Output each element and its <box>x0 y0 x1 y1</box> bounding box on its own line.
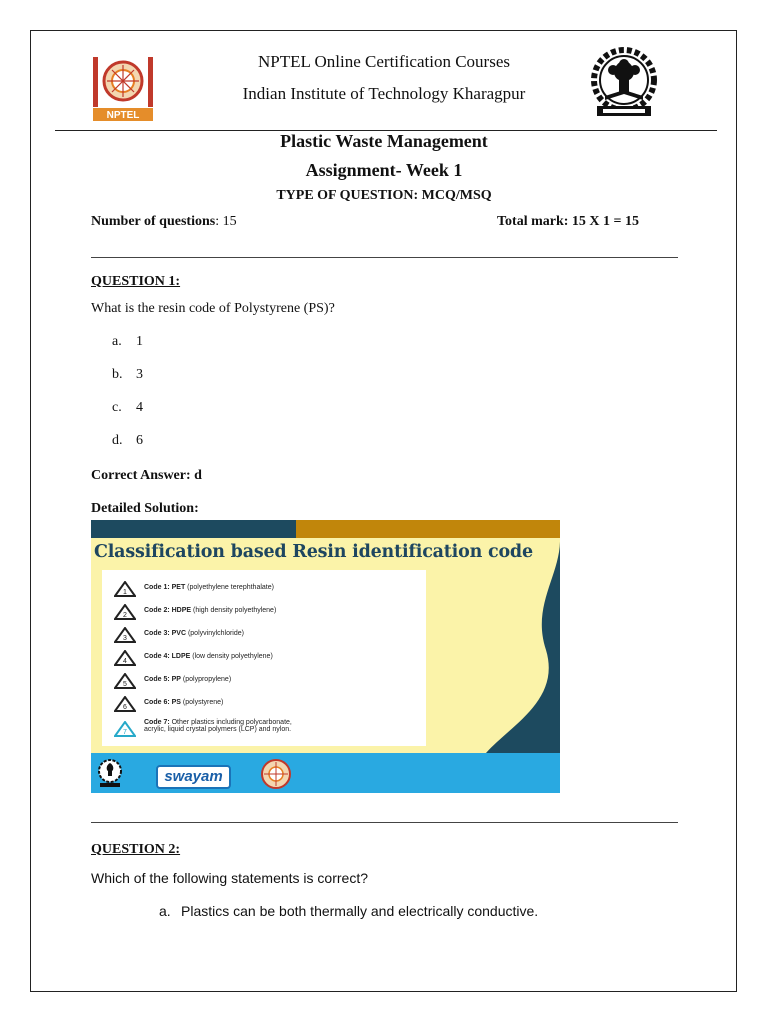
option-text: 1 <box>136 334 143 349</box>
nptel-logo-text: NPTEL <box>106 110 140 121</box>
option-text: Plastics can be both thermally and electrically conductive. <box>181 903 539 919</box>
svg-text:6: 6 <box>123 704 127 711</box>
resin-code-slide <box>91 520 560 793</box>
svg-text:2: 2 <box>123 612 127 619</box>
recycle-triangle-icon <box>114 627 136 643</box>
header-line-2: Indian Institute of Technology Kharagpur <box>242 84 526 103</box>
question-1-option-d <box>112 433 143 449</box>
svg-text:7: 7 <box>123 729 127 736</box>
section-separator <box>91 822 678 823</box>
slide-title: Classification based Resin identification code <box>94 542 533 562</box>
recycle-triangle-icon <box>114 650 136 666</box>
swayam-logo-text: swayam <box>164 768 223 785</box>
question-1-text: What is the resin code of Polystyrene (PS)? <box>91 301 335 316</box>
option-letter: d. <box>112 433 123 448</box>
option-text: 6 <box>136 433 143 448</box>
option-letter: a. <box>159 903 171 919</box>
recycle-triangle-icon <box>114 721 136 737</box>
detailed-solution-label: Detailed Solution: <box>91 501 199 516</box>
course-title: Plastic Waste Management <box>280 131 488 151</box>
recycle-triangle-icon <box>114 673 136 689</box>
option-text: 3 <box>136 367 143 382</box>
nptel-logo-small <box>259 757 293 791</box>
option-letter: b. <box>112 367 123 382</box>
svg-text:4: 4 <box>123 658 127 665</box>
question-1-option-c <box>112 400 143 416</box>
iit-kharagpur-logo-small <box>97 757 123 789</box>
question-type: TYPE OF QUESTION: MCQ/MSQ <box>276 188 492 203</box>
recycle-triangle-icon <box>114 581 136 597</box>
recycle-triangle-icon <box>114 604 136 620</box>
svg-text:5: 5 <box>123 681 127 688</box>
swayam-logo <box>156 765 231 789</box>
question-1-option-a <box>112 334 143 350</box>
header-line-1: NPTEL Online Certification Courses <box>258 52 510 71</box>
question-2-option-a <box>159 903 538 919</box>
total-mark: Total mark: 15 X 1 = 15 <box>497 214 640 229</box>
option-text: 4 <box>136 400 143 415</box>
resin-code-list: 1 Code 1: PET (polyethylene terephthalate) 2 Code 2: HDPE (high density polyethylene) 3 Code 3: PVC (polyvinylchloride) 4 Code 4: LDPE (low density polyethylene) 5 Code 5: PP (polypropylene) 6 Code 6: PS (polystyrene) 7 Code 7: Other plastics including polycarbonate, acrylic, liquid crystal polymers (LCP) and nylon. <box>102 570 426 746</box>
slide-footer-bar <box>91 753 560 793</box>
option-letter: a. <box>112 334 122 349</box>
question-1-option-b <box>112 367 143 383</box>
number-of-questions <box>91 214 237 230</box>
assignment-week: Assignment- Week 1 <box>305 160 463 180</box>
number-of-questions-label: Number of questions <box>91 214 216 229</box>
section-separator <box>91 257 678 258</box>
number-of-questions-value: : 15 <box>215 214 237 229</box>
question-2-heading: QUESTION 2: <box>91 842 181 857</box>
correct-answer: Correct Answer: d <box>91 468 202 483</box>
question-1-heading: QUESTION 1: <box>91 274 181 289</box>
option-letter: c. <box>112 400 122 415</box>
recycle-triangle-icon <box>114 696 136 712</box>
svg-text:1: 1 <box>123 589 127 596</box>
svg-text:3: 3 <box>123 635 127 642</box>
question-2-text: Which of the following statements is correct? <box>91 870 369 886</box>
